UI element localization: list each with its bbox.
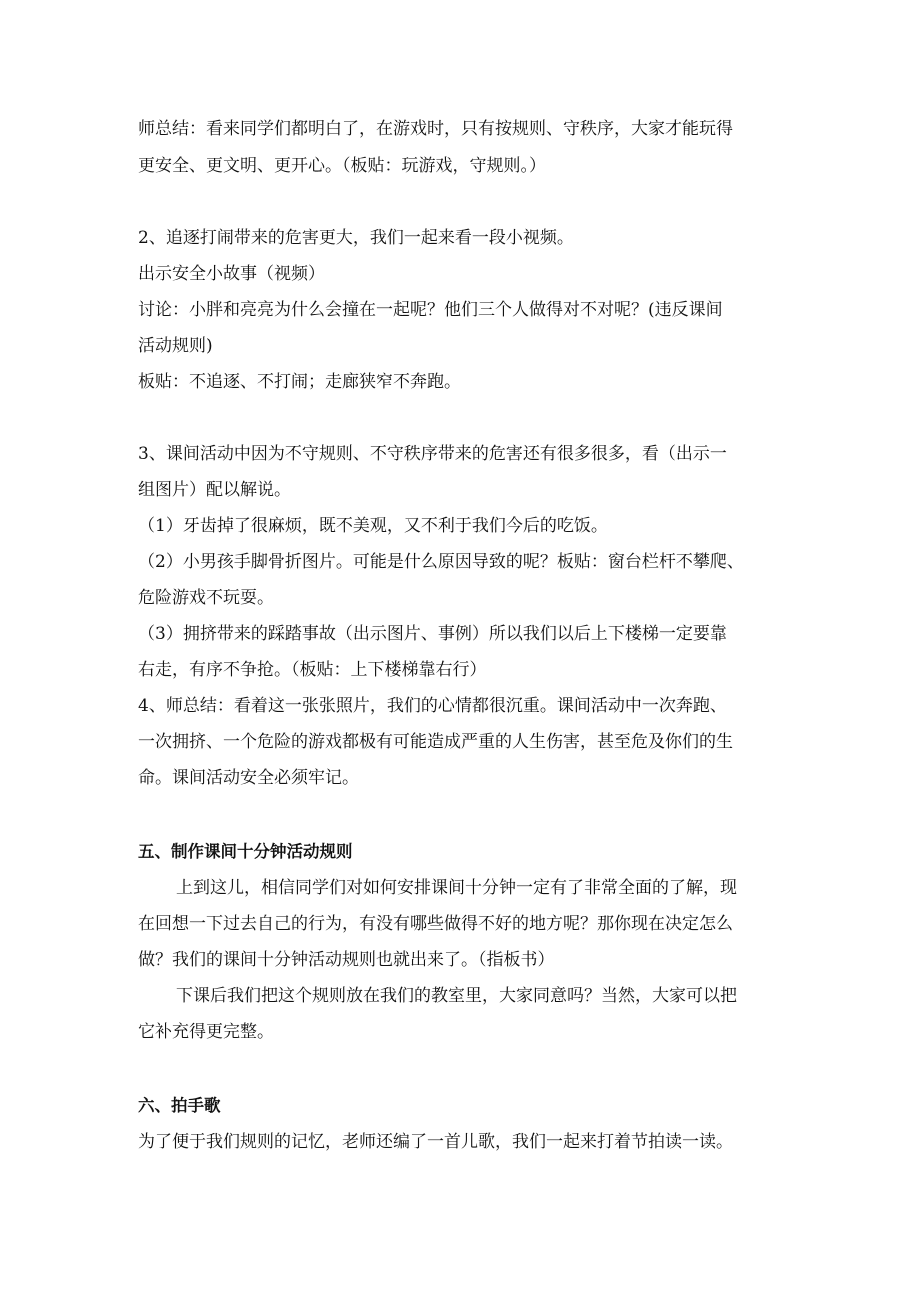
paragraph-line: 命。课间活动安全必须牢记。 (138, 768, 359, 788)
list-item: （3）拥挤带来的踩踏事故（出示图片、事例）所以我们以后上下楼梯一定要靠 (138, 624, 727, 644)
paragraph-line: 板贴：不追逐、不打闹；走廊狭窄不奔跑。 (138, 372, 461, 392)
section-heading: 五、制作课间十分钟活动规则 (138, 842, 353, 861)
paragraph-line: 讨论：小胖和亮亮为什么会撞在一起呢？他们三个人做得对不对呢？(违反课间 (138, 300, 723, 320)
paragraph-line: 3、课间活动中因为不守规则、不守秩序带来的危害还有很多很多，看（出示一 (138, 444, 727, 464)
paragraph-line: 下课后我们把这个规则放在我们的教室里，大家同意吗？当然，大家可以把 (176, 986, 737, 1006)
paragraph-line: 师总结：看来同学们都明白了，在游戏时，只有按规则、守秩序，大家才能玩得 (138, 119, 733, 139)
list-item: 右走，有序不争抢。（板贴：上下楼梯靠右行） (138, 660, 487, 680)
paragraph-line: 4、师总结：看着这一张张照片，我们的心情都很沉重。课间活动中一次奔跑、 (138, 696, 727, 716)
paragraph-line: 组图片）配以解说。 (138, 480, 291, 500)
paragraph-line: 做？我们的课间十分钟活动规则也就出来了。（指板书） (138, 950, 555, 970)
paragraph-line: 一次拥挤、一个危险的游戏都极有可能造成严重的人生伤害，甚至危及你们的生 (138, 732, 733, 752)
paragraph-line: 活动规则) (138, 336, 213, 356)
section-heading: 六、拍手歌 (138, 1096, 221, 1115)
list-item: （1）牙齿掉了很麻烦，既不美观，又不利于我们今后的吃饭。 (138, 516, 608, 536)
paragraph-line: 在回想一下过去自己的行为，有没有哪些做得不好的地方呢？那你现在决定怎么 (138, 914, 733, 934)
paragraph-line: 出示安全小故事（视频） (138, 264, 325, 284)
paragraph-line: 上到这儿，相信同学们对如何安排课间十分钟一定有了非常全面的了解，现 (176, 878, 737, 898)
paragraph-line: 更安全、更文明、更开心。（板贴：玩游戏，守规则。） (138, 156, 546, 176)
list-item: （2）小男孩手脚骨折图片。可能是什么原因导致的呢？板贴：窗台栏杆不攀爬、 (138, 552, 744, 572)
paragraph-line: 它补充得更完整。 (138, 1022, 274, 1042)
paragraph-line: 为了便于我们规则的记忆，老师还编了一首儿歌，我们一起来打着节拍读一读。 (138, 1132, 733, 1152)
list-item: 危险游戏不玩耍。 (138, 588, 274, 608)
paragraph-line: 2、追逐打闹带来的危害更大，我们一起来看一段小视频。 (138, 228, 574, 248)
